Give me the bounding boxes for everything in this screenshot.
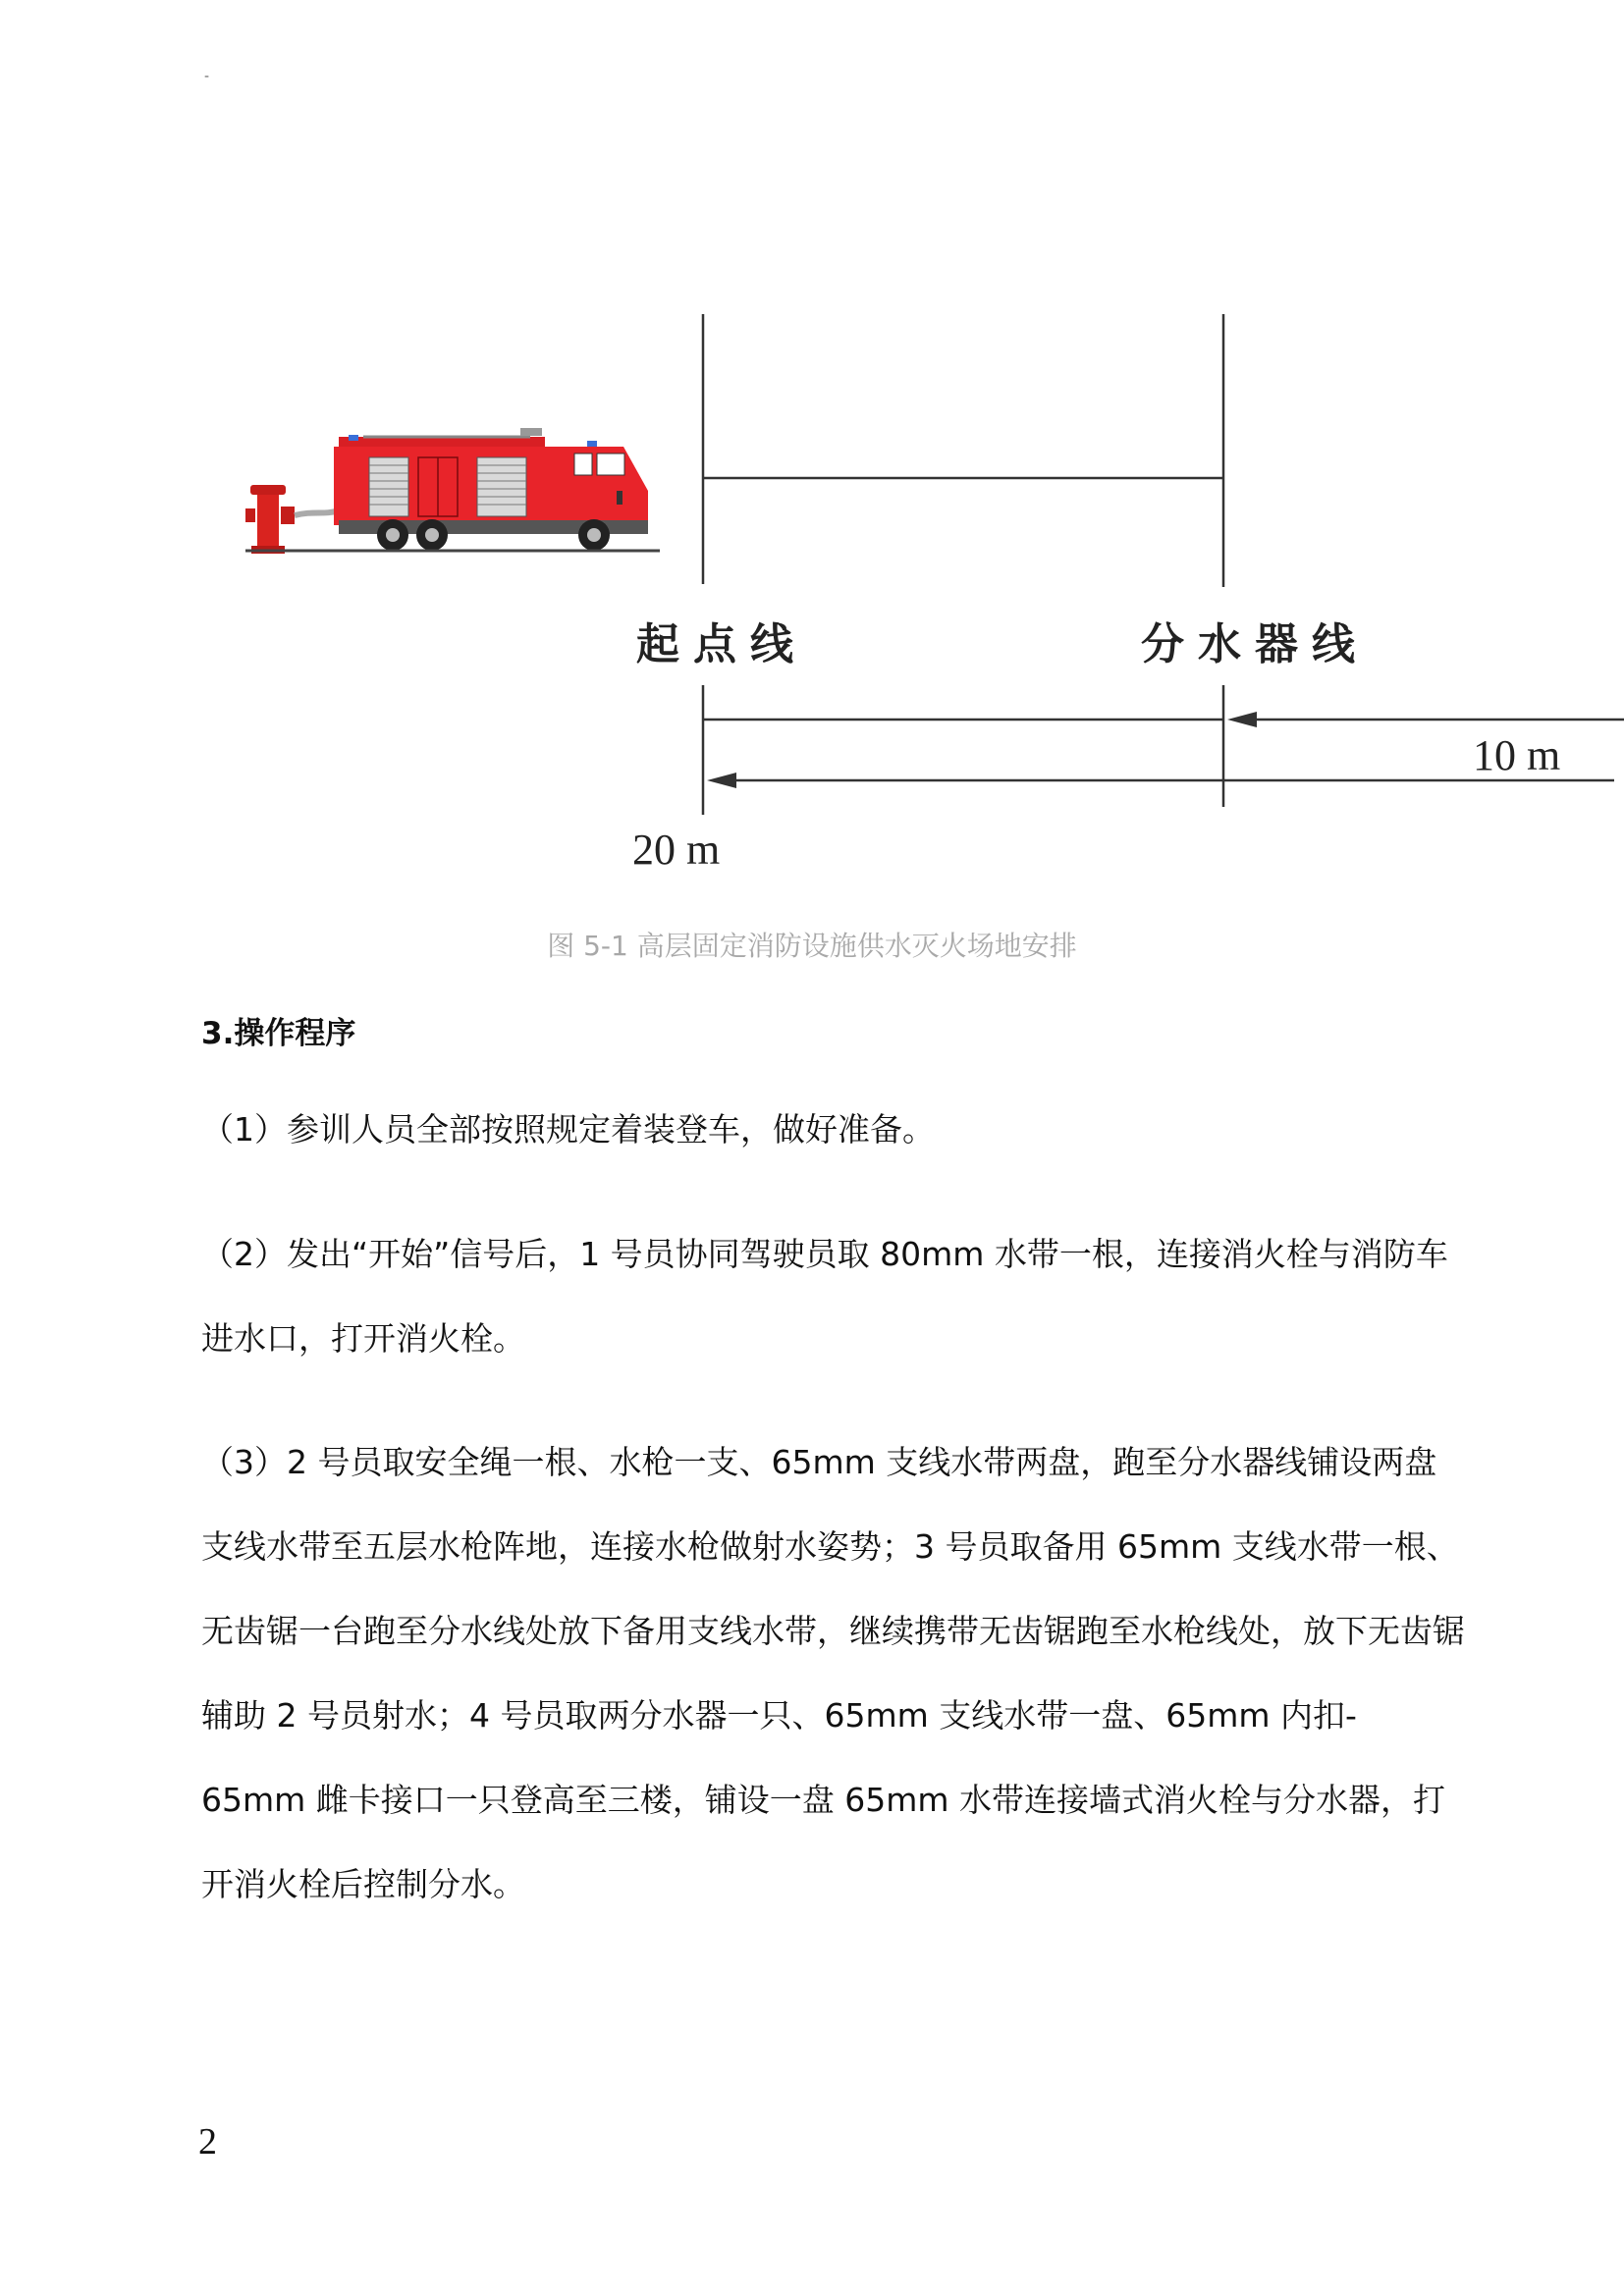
figure-caption: 图 5-1 高层固定消防设施供水灭火场地安排 <box>547 930 1077 962</box>
arrow-head-icon <box>707 773 736 788</box>
ten-metre-label: 10 m <box>1473 731 1561 779</box>
paragraph-2: （2）发出“开始”信号后，1 号员协同驾驶员取 80mm 水带一根，连接消火栓与消防车进水口，打开消火栓。 <box>201 1235 1448 1358</box>
arrow-head-icon <box>1227 712 1257 727</box>
paragraph-3: （3）2 号员取安全绳一根、水枪一支、65mm 支线水带两盘，跑至分水器线铺设两盘支线水带至五层水枪阵地，连接水枪做射水姿势；3 号员取备用 65mm 支线水带一根、无齿锯一台跑至分水线处放下备用支线水带，继续携带无齿锯跑至水枪线处，放下无齿锯辅助 2 号员射水；4 号员取两分水器一只、65mm 支线水带一盘、65mm 内扣- 65mm 雌卡接口一只登高至三楼，铺设一盘 65mm 水带连接墙式消火栓与分水器，打开消火栓后控制分水。 <box>201 1443 1465 1903</box>
training-site-figure <box>0 0 1624 913</box>
divider-line-label: 分水器线 <box>1141 619 1369 669</box>
site-diagram <box>0 0 1624 913</box>
twenty-metre-label: 20 m <box>632 826 721 874</box>
corner-mark: - <box>204 69 210 84</box>
page-number: 2 <box>198 2121 217 2163</box>
start-line-label: 起点线 <box>636 619 807 669</box>
paragraph-1: （1）参训人员全部按照规定着装登车，做好准备。 <box>201 1110 935 1148</box>
section-heading: 3.操作程序 <box>201 1016 356 1051</box>
fire-hydrant-icon <box>245 485 295 554</box>
fire-truck-icon <box>334 428 648 551</box>
hose-line <box>295 510 339 515</box>
